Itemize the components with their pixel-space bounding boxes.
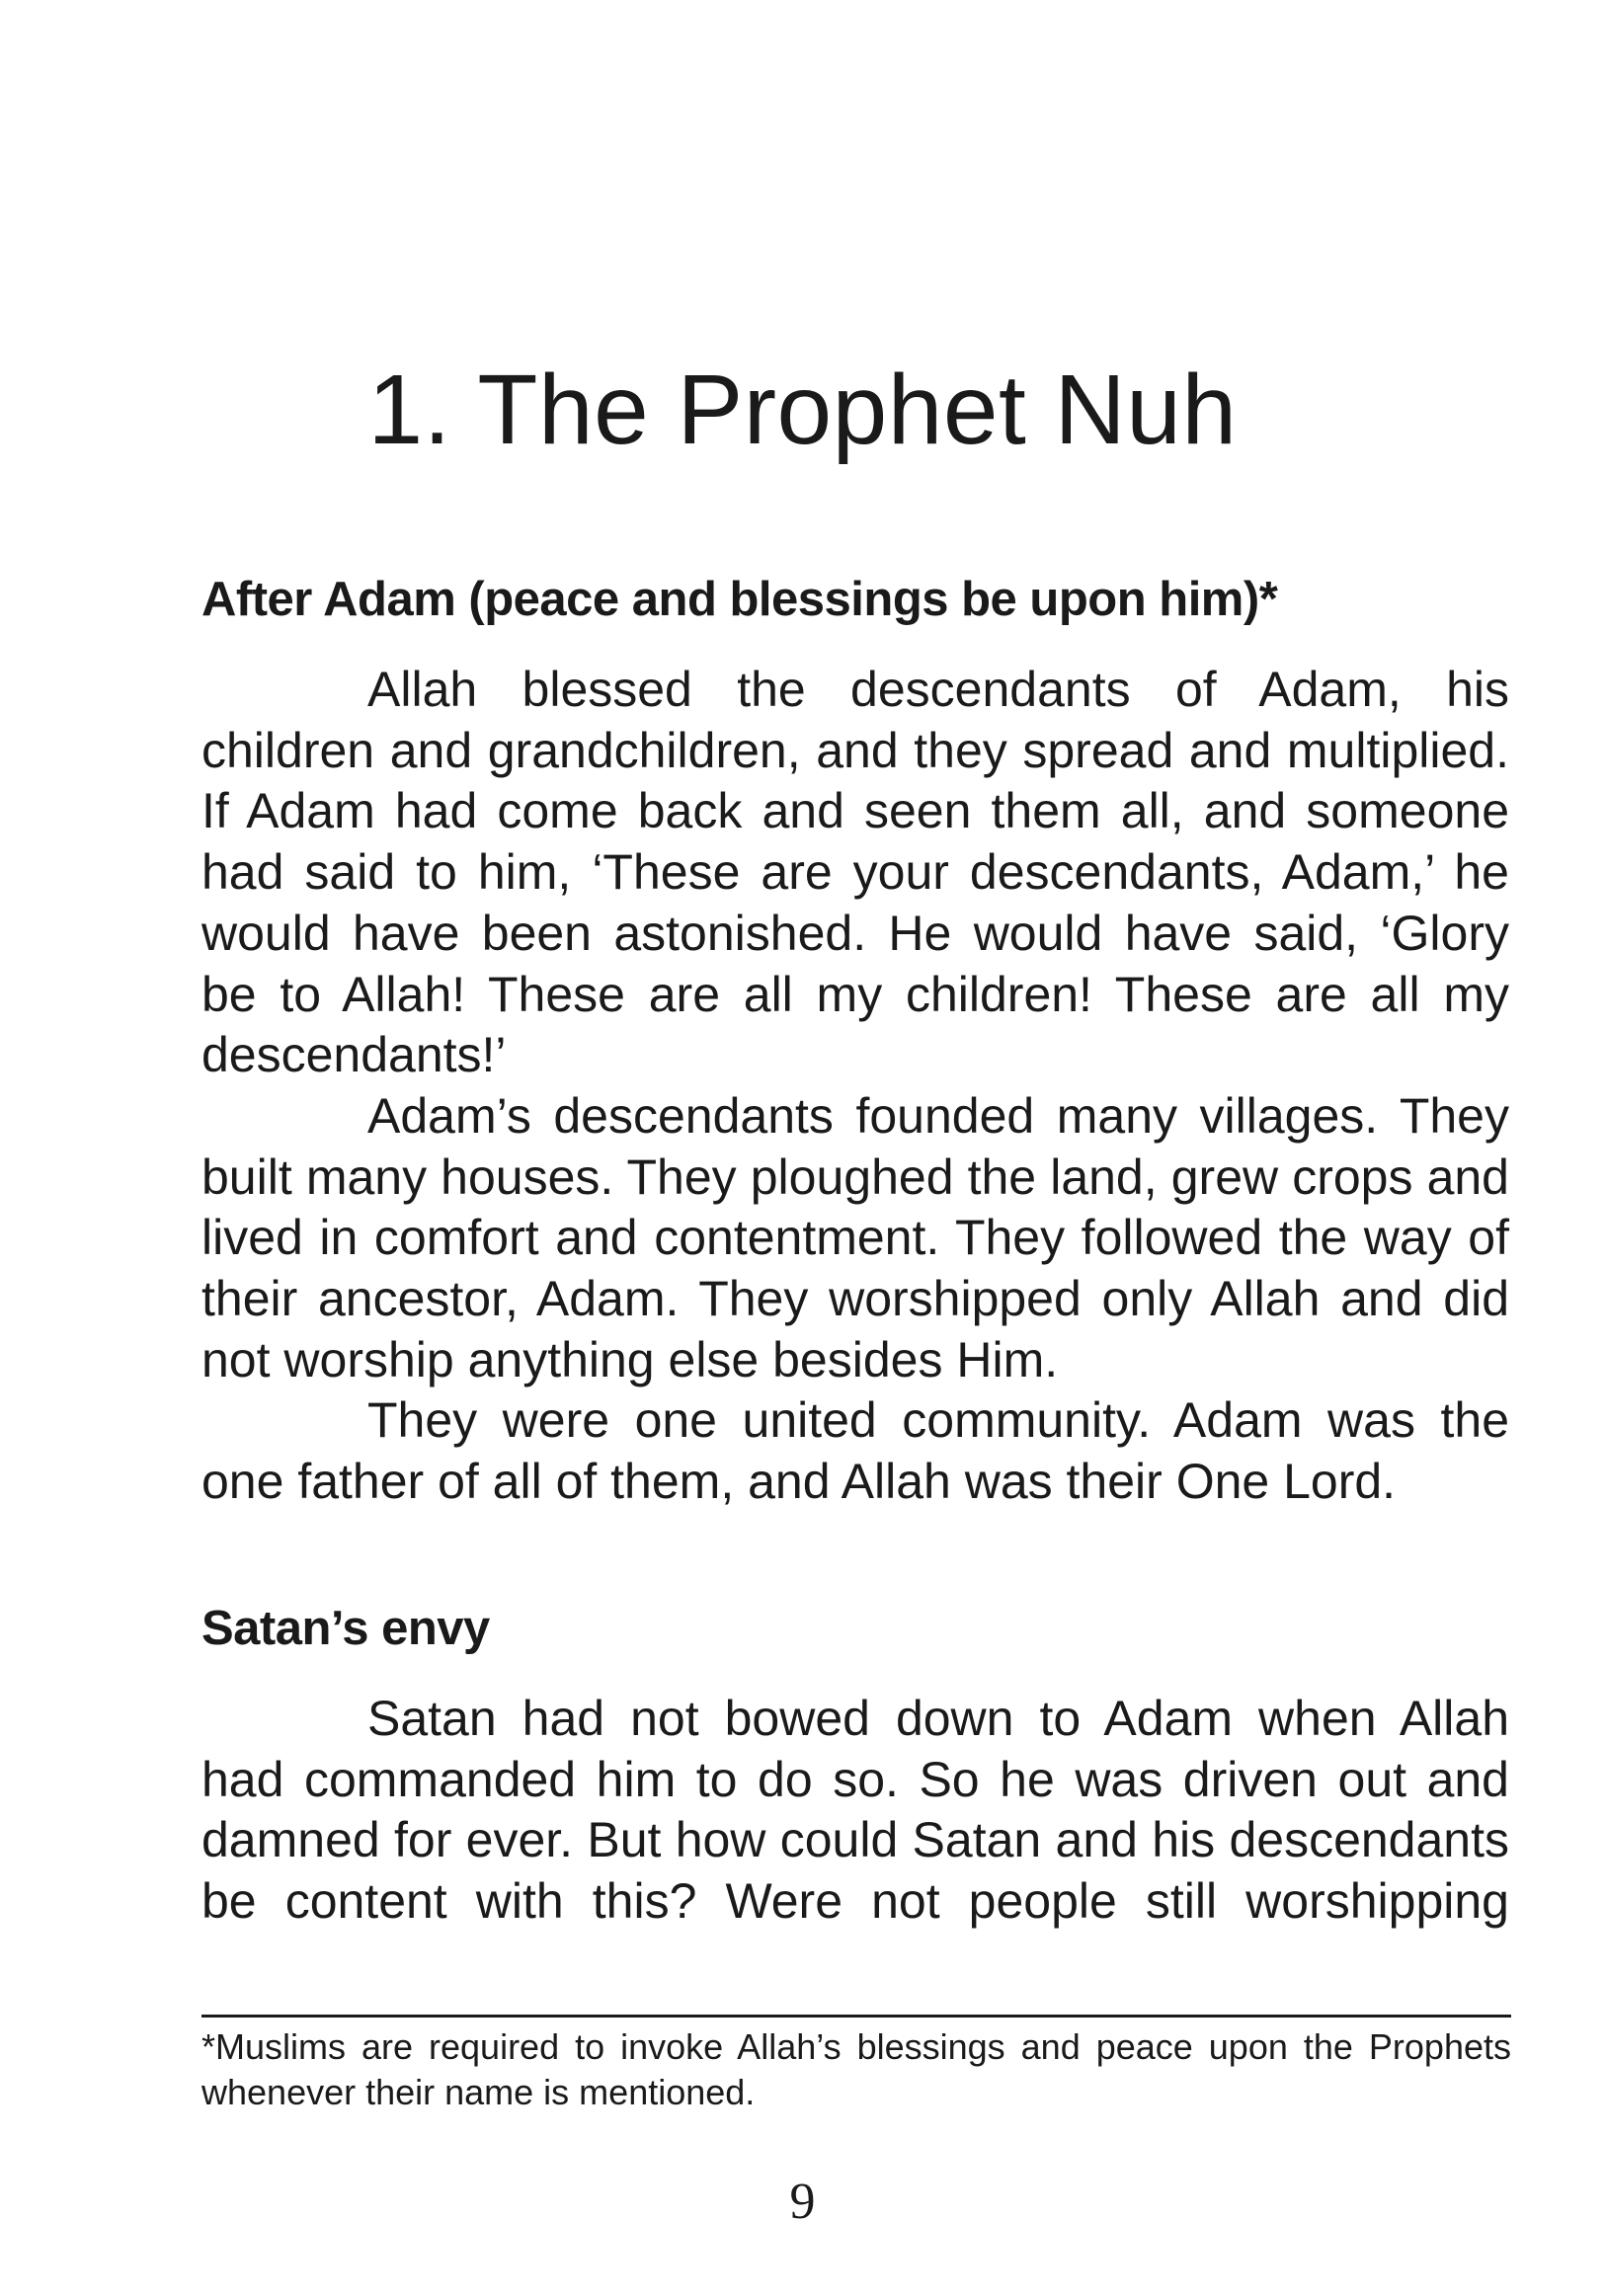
section-heading-after-adam: After Adam (peace and blessings be upon him)* — [201, 573, 1278, 626]
footnote-divider — [201, 2015, 1511, 2018]
section-body-after-adam — [201, 660, 1509, 1513]
section-heading-satans-envy: Satan’s envy — [201, 1602, 490, 1655]
paragraph: Adam’s descendants founded many villages. They built many houses. They ploughed the land, grew crops and lived in comfort and contentment. They followed the way of their ancestor, Adam. They worshipped only Allah and did not worship anything else besides Him. — [201, 1087, 1509, 1387]
paragraph: Satan had not bowed down to Adam when Allah had commanded him to do so. So he was driven out and damned for ever. But how could Satan and his descendants be content with this? Were not people still worshipping — [201, 1691, 1509, 1930]
chapter-title: 1. The Prophet Nuh — [367, 355, 1238, 465]
paragraph: They were one united community. Adam was the one father of all of them, and Allah was their One Lord. — [201, 1392, 1509, 1510]
footnote: *Muslims are required to invoke Allah’s blessings and peace upon the Prophets whenever their name is mentioned. — [201, 2026, 1511, 2112]
section-body-satans-envy — [201, 1689, 1509, 1933]
paragraph: Allah blessed the descendants of Adam, his children and grandchildren, and they spread and multiplied. If Adam had come back and seen them all, and someone had said to him, ‘These are your descendants, Adam,’ he would have been astonished. He would have said, ‘Glory be to Allah! These are all my children! These are all my descendants!’ — [201, 662, 1509, 1083]
page-number: 9 — [789, 2174, 816, 2230]
